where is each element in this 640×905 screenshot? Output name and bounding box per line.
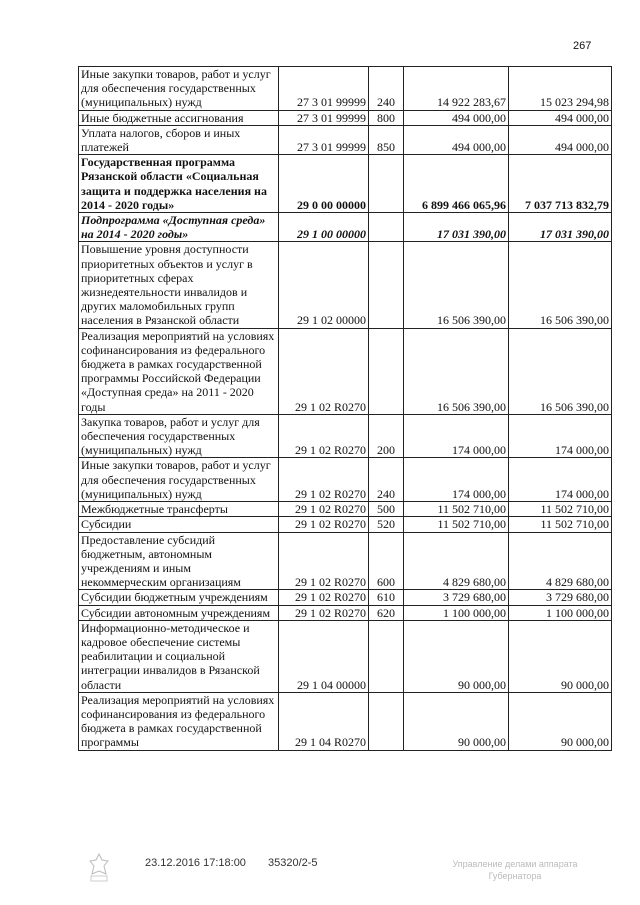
table-row bbox=[79, 502, 612, 517]
cell-code: 29 0 00 00000 bbox=[279, 155, 369, 213]
stamp-line-2: Губернатора bbox=[488, 871, 542, 881]
cell-sum-2016: 14 922 283,67 bbox=[404, 67, 509, 111]
cell-vr bbox=[369, 620, 404, 692]
table-row bbox=[79, 458, 612, 502]
cell-vr: 620 bbox=[369, 605, 404, 620]
cell-sum-2017: 7 037 713 832,79 bbox=[509, 155, 612, 213]
cell-vr: 520 bbox=[369, 517, 404, 532]
cell-code: 29 1 02 R0270 bbox=[279, 590, 369, 605]
table-row bbox=[79, 414, 612, 458]
cell-code: 27 3 01 99999 bbox=[279, 125, 369, 154]
page-number: 267 bbox=[573, 40, 592, 52]
cell-vr: 240 bbox=[369, 67, 404, 111]
table-row bbox=[79, 328, 612, 414]
stamp-line-1: Управление делами аппарата bbox=[452, 859, 578, 869]
cell-code: 29 1 04 R0270 bbox=[279, 692, 369, 750]
cell-vr bbox=[369, 155, 404, 213]
cell-name: Субсидии бюджетным учреждениям bbox=[79, 590, 279, 605]
table-row bbox=[79, 110, 612, 125]
cell-sum-2016: 4 829 680,00 bbox=[404, 532, 509, 590]
cell-vr: 610 bbox=[369, 590, 404, 605]
cell-vr bbox=[369, 692, 404, 750]
cell-sum-2017: 3 729 680,00 bbox=[509, 590, 612, 605]
cell-code: 29 1 02 R0270 bbox=[279, 605, 369, 620]
table-row bbox=[79, 605, 612, 620]
cell-code: 29 1 02 R0270 bbox=[279, 328, 369, 414]
cell-code: 29 1 00 00000 bbox=[279, 213, 369, 242]
cell-sum-2017: 16 506 390,00 bbox=[509, 328, 612, 414]
cell-sum-2016: 174 000,00 bbox=[404, 458, 509, 502]
cell-name: Иные закупки товаров, работ и услуг для обеспечения государственных (муниципальных) нужд bbox=[79, 67, 279, 111]
cell-code: 29 1 02 R0270 bbox=[279, 502, 369, 517]
cell-sum-2016: 16 506 390,00 bbox=[404, 242, 509, 328]
cell-name: Субсидии автономным учреждениям bbox=[79, 605, 279, 620]
table-row bbox=[79, 590, 612, 605]
cell-sum-2017: 494 000,00 bbox=[509, 125, 612, 154]
cell-sum-2017: 1 100 000,00 bbox=[509, 605, 612, 620]
cell-sum-2017: 11 502 710,00 bbox=[509, 517, 612, 532]
table-row bbox=[79, 67, 612, 111]
cell-sum-2016: 6 899 466 065,96 bbox=[404, 155, 509, 213]
cell-code: 29 1 02 R0270 bbox=[279, 517, 369, 532]
cell-vr: 600 bbox=[369, 532, 404, 590]
table-row bbox=[79, 242, 612, 328]
cell-sum-2017: 494 000,00 bbox=[509, 110, 612, 125]
cell-name: Повышение уровня доступности приоритетных объектов и услуг в приоритетных сферах жизнедеятельности инвалидов и других маломобильных групп населения в Рязанской области bbox=[79, 242, 279, 328]
cell-sum-2016: 494 000,00 bbox=[404, 110, 509, 125]
table-row bbox=[79, 620, 612, 692]
stamp-text bbox=[450, 858, 580, 882]
cell-vr: 800 bbox=[369, 110, 404, 125]
cell-name: Информационно-методическое и кадровое обеспечение системы реабилитации и социальной интеграции инвалидов в Рязанской области bbox=[79, 620, 279, 692]
cell-name: Субсидии bbox=[79, 517, 279, 532]
cell-sum-2017: 17 031 390,00 bbox=[509, 213, 612, 242]
coat-of-arms-icon bbox=[86, 852, 112, 884]
cell-vr bbox=[369, 242, 404, 328]
cell-vr: 850 bbox=[369, 125, 404, 154]
cell-code: 29 1 02 R0270 bbox=[279, 414, 369, 458]
cell-vr bbox=[369, 328, 404, 414]
cell-name: Межбюджетные трансферты bbox=[79, 502, 279, 517]
cell-name: Государственная программа Рязанской области «Социальная защита и поддержка населения на 2014 - 2020 годы» bbox=[79, 155, 279, 213]
cell-code: 29 1 02 R0270 bbox=[279, 532, 369, 590]
cell-name: Предоставление субсидий бюджетным, автономным учреждениям и иным некоммерческим организациям bbox=[79, 532, 279, 590]
footer-doc-id: 35320/2-5 bbox=[268, 857, 318, 869]
cell-sum-2016: 3 729 680,00 bbox=[404, 590, 509, 605]
cell-sum-2016: 494 000,00 bbox=[404, 125, 509, 154]
cell-sum-2016: 16 506 390,00 bbox=[404, 328, 509, 414]
cell-code: 29 1 04 00000 bbox=[279, 620, 369, 692]
cell-sum-2016: 1 100 000,00 bbox=[404, 605, 509, 620]
cell-sum-2016: 90 000,00 bbox=[404, 620, 509, 692]
cell-sum-2016: 11 502 710,00 bbox=[404, 517, 509, 532]
cell-name: Реализация мероприятий на условиях софинансирования из федерального бюджета в рамках государственной программы Российской Федерации «Доступная среда» на 2011 - 2020 годы bbox=[79, 328, 279, 414]
cell-name: Реализация мероприятий на условиях софинансирования из федерального бюджета в рамках государственной программы bbox=[79, 692, 279, 750]
cell-sum-2017: 90 000,00 bbox=[509, 692, 612, 750]
budget-table bbox=[78, 66, 612, 751]
cell-name: Закупка товаров, работ и услуг для обеспечения государственных (муниципальных) нужд bbox=[79, 414, 279, 458]
cell-sum-2016: 17 031 390,00 bbox=[404, 213, 509, 242]
table-row bbox=[79, 532, 612, 590]
cell-code: 29 1 02 00000 bbox=[279, 242, 369, 328]
cell-sum-2016: 174 000,00 bbox=[404, 414, 509, 458]
cell-name: Уплата налогов, сборов и иных платежей bbox=[79, 125, 279, 154]
cell-sum-2017: 174 000,00 bbox=[509, 458, 612, 502]
cell-sum-2017: 16 506 390,00 bbox=[509, 242, 612, 328]
cell-sum-2017: 4 829 680,00 bbox=[509, 532, 612, 590]
cell-sum-2016: 11 502 710,00 bbox=[404, 502, 509, 517]
table-row bbox=[79, 213, 612, 242]
cell-code: 27 3 01 99999 bbox=[279, 67, 369, 111]
cell-vr: 500 bbox=[369, 502, 404, 517]
cell-code: 29 1 02 R0270 bbox=[279, 458, 369, 502]
cell-sum-2017: 11 502 710,00 bbox=[509, 502, 612, 517]
table-row bbox=[79, 125, 612, 154]
cell-vr bbox=[369, 213, 404, 242]
cell-vr: 240 bbox=[369, 458, 404, 502]
cell-code: 27 3 01 99999 bbox=[279, 110, 369, 125]
cell-name: Иные закупки товаров, работ и услуг для обеспечения государственных (муниципальных) нужд bbox=[79, 458, 279, 502]
footer-datetime: 23.12.2016 17:18:00 bbox=[145, 857, 246, 869]
cell-sum-2017: 174 000,00 bbox=[509, 414, 612, 458]
cell-sum-2016: 90 000,00 bbox=[404, 692, 509, 750]
table-row bbox=[79, 692, 612, 750]
cell-name: Иные бюджетные ассигнования bbox=[79, 110, 279, 125]
table-row bbox=[79, 517, 612, 532]
table-row bbox=[79, 155, 612, 213]
cell-sum-2017: 90 000,00 bbox=[509, 620, 612, 692]
cell-vr: 200 bbox=[369, 414, 404, 458]
cell-name: Подпрограмма «Доступная среда» на 2014 - 2020 годы» bbox=[79, 213, 279, 242]
cell-sum-2017: 15 023 294,98 bbox=[509, 67, 612, 111]
